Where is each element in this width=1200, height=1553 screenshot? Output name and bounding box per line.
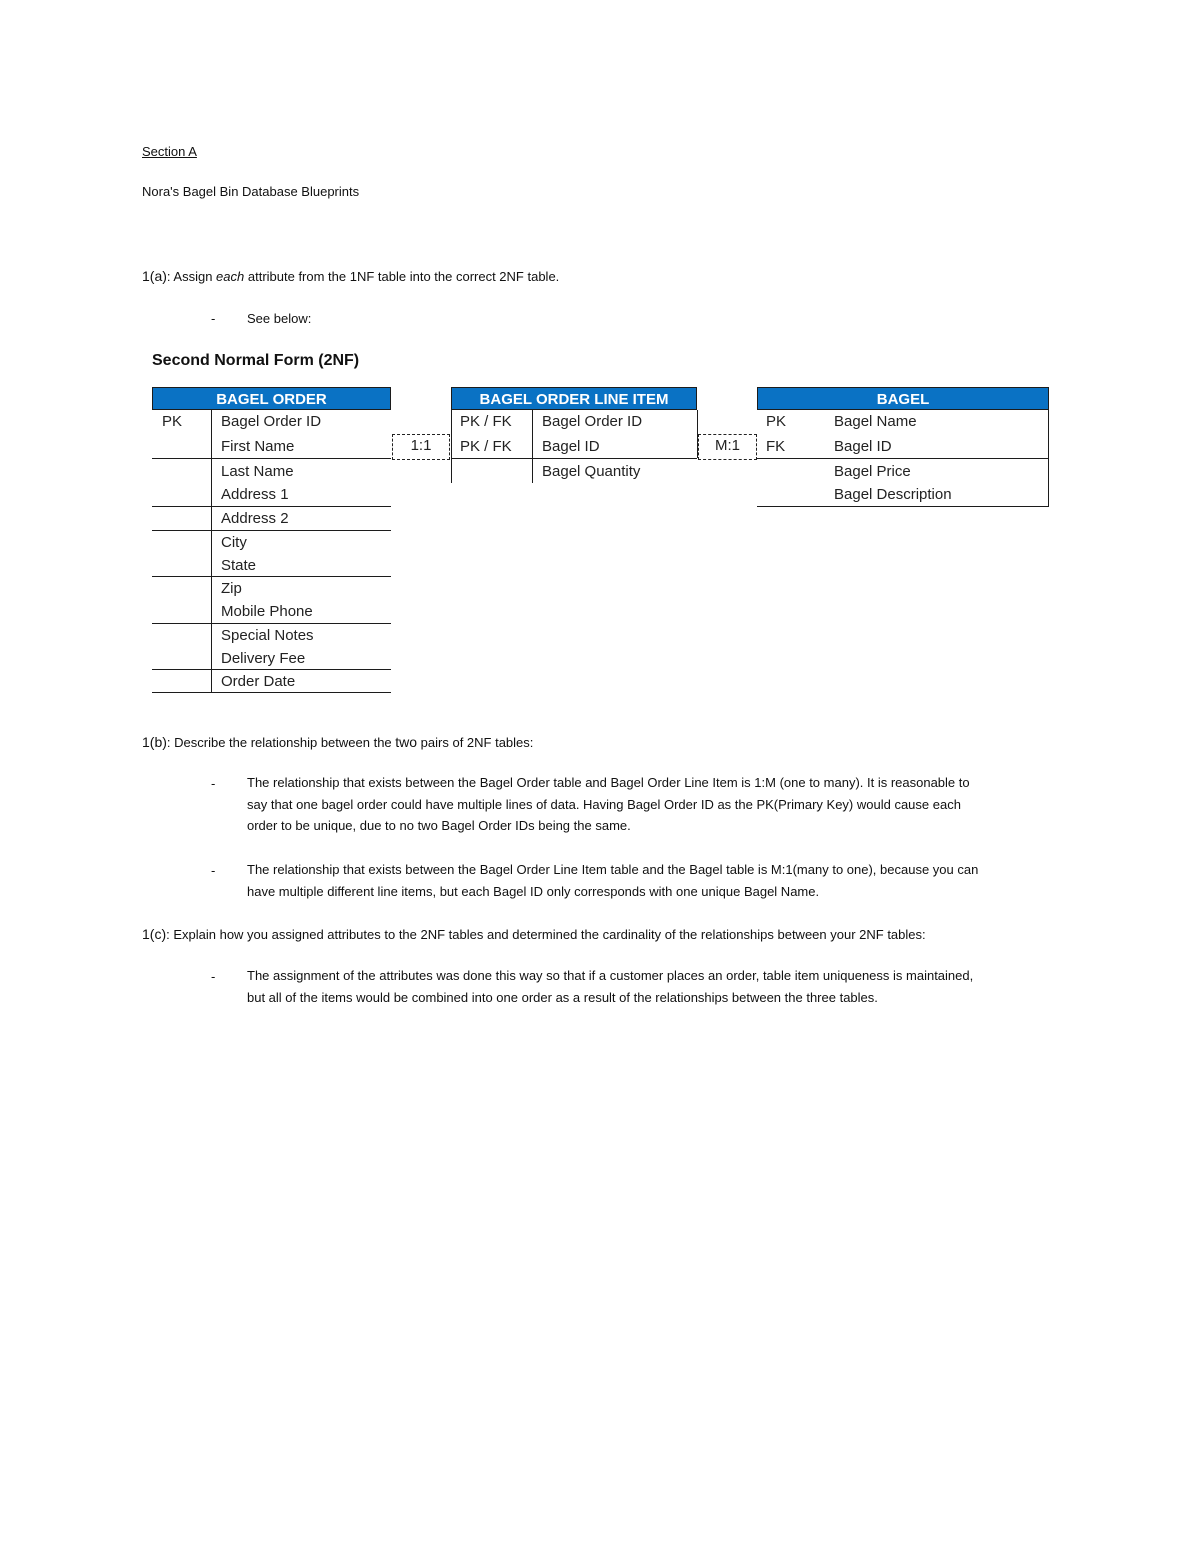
text-line: The relationship that exists between the Bagel Order Line Item table and the Bagel table is M:1(many to one), because you can — [247, 862, 979, 877]
question-text: attribute from the 1NF table into the correct 2NF table. — [244, 269, 560, 284]
attribute: Order Date — [221, 673, 296, 690]
row-divider — [152, 576, 391, 577]
column-divider — [532, 410, 533, 483]
question-label: 1(b) — [142, 734, 167, 750]
row-divider — [451, 458, 697, 459]
key-label: PK — [162, 413, 183, 430]
key-label: PK / FK — [460, 438, 512, 455]
row-divider — [152, 530, 391, 531]
row-divider — [152, 623, 391, 624]
attribute: First Name — [221, 438, 295, 455]
table-left-border — [451, 410, 452, 483]
row-divider — [152, 692, 391, 693]
question-text: : Explain how you assigned attributes to the 2NF tables and determined the cardinality of the relationships between your 2NF tables: — [166, 927, 926, 942]
text-line: order to be unique, due to no two Bagel Order IDs being the same. — [247, 818, 631, 833]
bullet-text: See below: — [247, 311, 312, 326]
question-label: 1(c) — [142, 926, 167, 942]
key-label: FK — [766, 438, 786, 455]
row-divider — [757, 458, 1049, 459]
attribute: Bagel Order ID — [221, 413, 322, 430]
attribute: Zip — [221, 580, 242, 597]
key-label: PK — [766, 413, 787, 430]
bullet-dash: - — [211, 969, 216, 984]
answer-1b-paragraph-1 — [247, 772, 970, 837]
relationship-label: 1:1 — [392, 434, 450, 460]
text-line: The relationship that exists between the Bagel Order table and Bagel Order Line Item is 1:M (one to many). It is reasonable to — [247, 775, 970, 790]
question-text: pairs of 2NF tables: — [417, 735, 534, 750]
text-line: The assignment of the attributes was done this way so that if a customer places an order, table item uniqueness is maintained, — [247, 968, 974, 983]
attribute: Bagel Name — [834, 413, 917, 430]
attribute: Bagel Quantity — [542, 463, 641, 480]
bullet-dash: - — [211, 776, 216, 791]
question-emphasis: two — [395, 734, 418, 750]
row-divider — [757, 506, 1049, 507]
question-1a — [142, 269, 559, 284]
attribute: Address 1 — [221, 486, 289, 503]
question-label: 1(a) — [142, 268, 167, 284]
attribute: Bagel Order ID — [542, 413, 643, 430]
document-title: Nora's Bagel Bin Database Blueprints — [142, 184, 360, 199]
question-1c — [142, 927, 926, 942]
table-header: BAGEL ORDER — [152, 387, 391, 410]
attribute: Address 2 — [221, 510, 289, 527]
attribute: Last Name — [221, 463, 294, 480]
attribute: Special Notes — [221, 627, 314, 644]
text-line: have multiple different line items, but each Bagel ID only corresponds with one unique Bagel Name. — [247, 883, 820, 899]
question-1b — [142, 735, 533, 750]
question-emphasis: each — [216, 269, 245, 284]
bullet-dash: - — [211, 863, 216, 878]
diagram-title: Second Normal Form (2NF) — [152, 352, 360, 369]
table-header: BAGEL ORDER LINE ITEM — [451, 387, 697, 410]
attribute: City — [221, 534, 247, 551]
question-text: : Describe the relationship between the — [166, 735, 396, 750]
table-header: BAGEL — [757, 387, 1049, 410]
attribute: Bagel ID — [834, 438, 892, 455]
attribute: Mobile Phone — [221, 603, 313, 620]
attribute: Bagel Price — [834, 463, 911, 480]
attribute: State — [221, 557, 257, 574]
answer-1c-paragraph — [247, 965, 973, 1008]
attribute: Delivery Fee — [221, 650, 306, 667]
column-divider — [211, 410, 212, 692]
row-divider — [152, 669, 391, 670]
key-label: PK / FK — [460, 413, 512, 430]
bullet-dash: - — [211, 311, 216, 326]
row-divider — [152, 458, 391, 459]
relationship-label: M:1 — [698, 434, 757, 460]
question-text: : Assign — [166, 269, 217, 284]
row-divider — [152, 506, 391, 507]
text-line: but all of the items would be combined into one order as a result of the relationships between the three tables. — [247, 989, 878, 1005]
attribute: Bagel ID — [542, 438, 600, 455]
section-heading: Section A — [142, 144, 197, 159]
attribute: Bagel Description — [834, 486, 952, 503]
answer-1b-paragraph-2 — [247, 859, 978, 902]
text-line: say that one bagel order could have multiple lines of data. Having Bagel Order ID as the PK(Primary Key) would cause each — [247, 796, 961, 812]
